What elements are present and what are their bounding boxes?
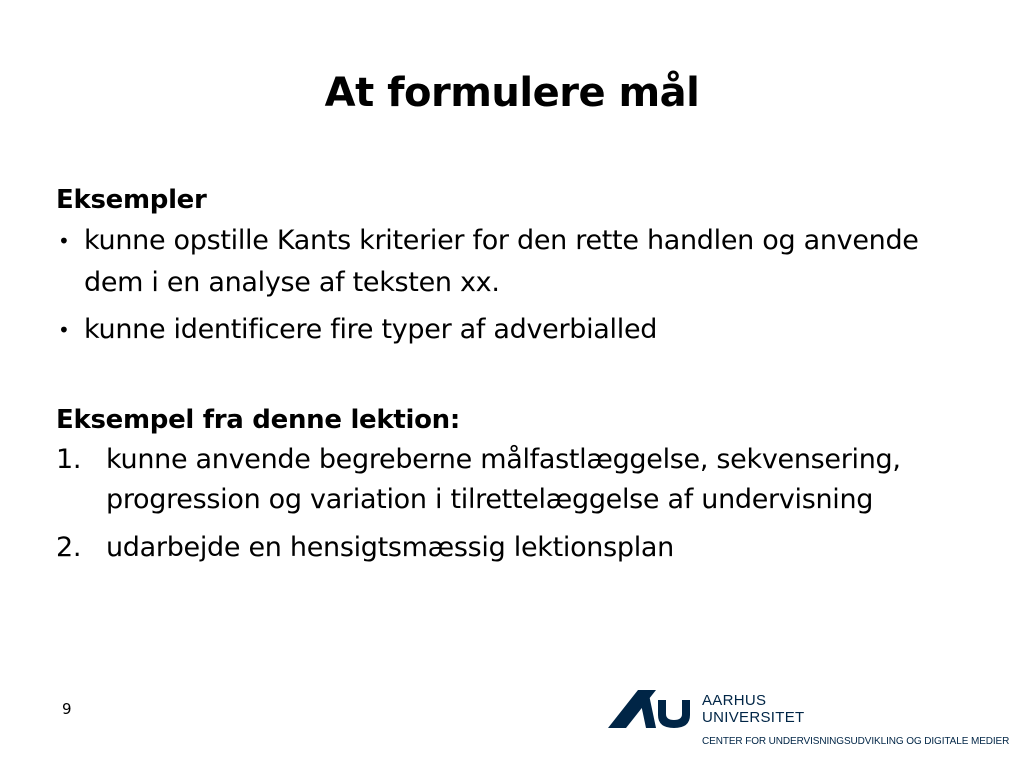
list-item-number: 1. (56, 444, 82, 475)
lesson-example-heading: Eksempel fra denne lektion: (56, 405, 460, 435)
logo-line-1: AARHUS (702, 692, 767, 709)
list-item-number: 2. (56, 532, 82, 563)
slide-content (56, 180, 976, 576)
examples-heading: Eksempler (56, 185, 207, 215)
au-logo-icon (608, 690, 692, 730)
logo-subtitle: CENTER FOR UNDERVISNINGSUDVIKLING OG DIGITALE MEDIER (702, 736, 1010, 747)
logo-line-2: UNIVERSITET (702, 709, 805, 726)
list-item (56, 440, 976, 520)
list-item-text: udarbejde en hensigtsmæssig lektionsplan (106, 532, 674, 563)
list-item (56, 528, 976, 568)
list-item-text: kunne identificere fire typer af adverbialled (84, 314, 658, 345)
bullet-icon: • (58, 318, 70, 342)
slide-title: At formulere mål (324, 70, 700, 116)
page-number: 9 (62, 700, 72, 718)
list-item-text: kunne anvende begreberne målfastlæggelse, sekvensering, progression og variation i tilrettelæggelse af undervisning (106, 444, 901, 515)
list-item (56, 309, 976, 351)
bullet-icon: • (58, 229, 70, 253)
list-item-text: kunne opstille Kants kriterier for den rette handlen og anvende dem i en analyse af teksten xx. (84, 225, 919, 298)
examples-list (56, 220, 976, 351)
lesson-goals-list (56, 440, 976, 568)
logo-wordmark (702, 692, 804, 726)
list-item (56, 220, 976, 304)
university-logo (608, 688, 1018, 752)
section-spacer (56, 356, 976, 400)
